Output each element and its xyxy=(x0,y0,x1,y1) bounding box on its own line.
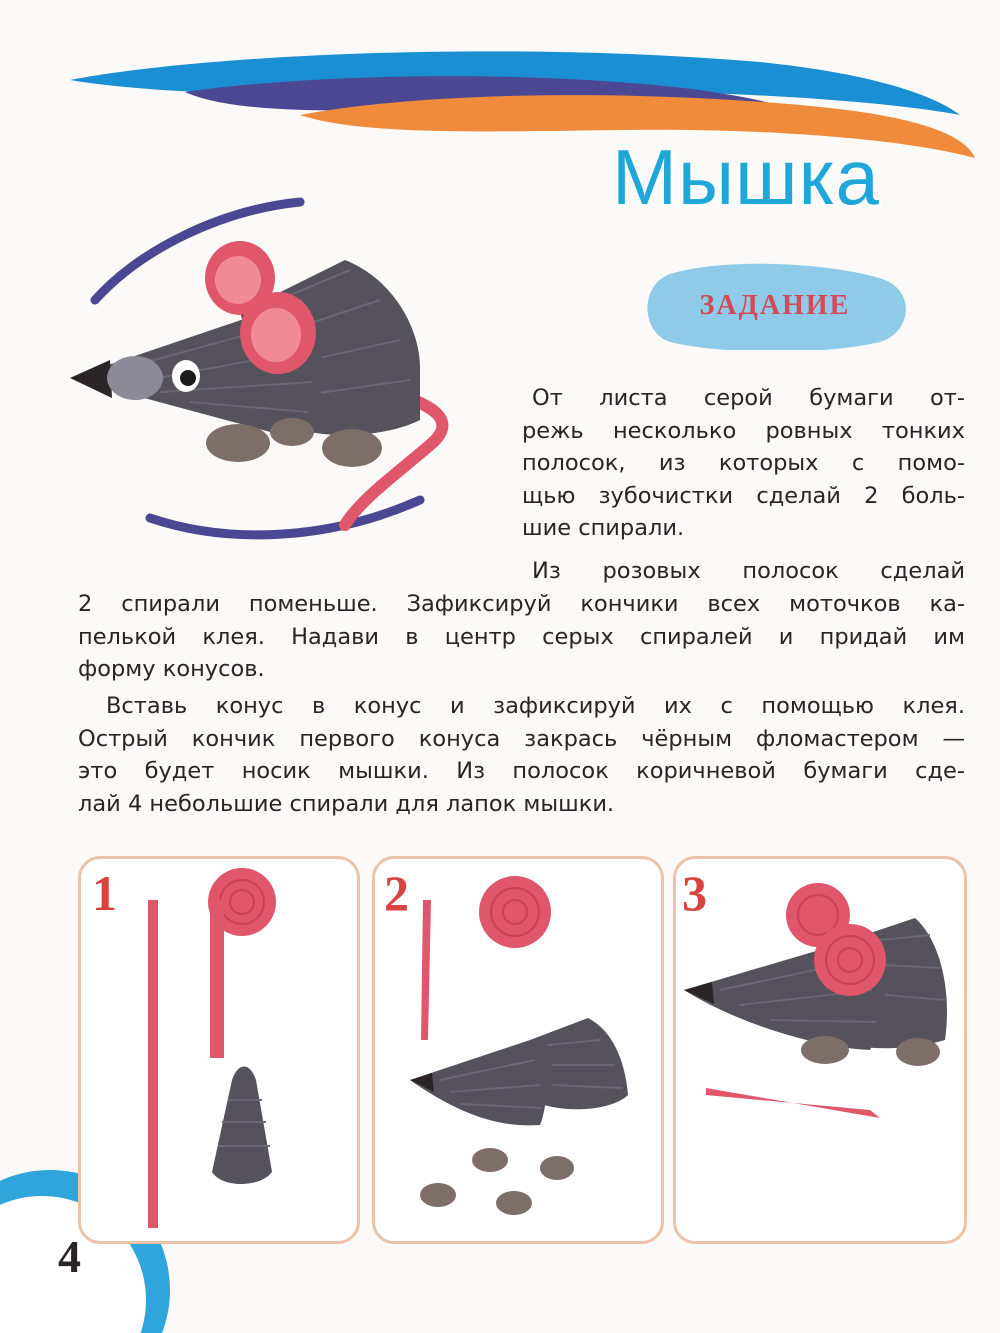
step-1-illustration xyxy=(148,868,276,1228)
paw-front xyxy=(801,1036,849,1064)
paragraph-1-line-5: шие спирали. xyxy=(522,515,685,541)
paragraph-2-line-1: Из розовых полосок сделай xyxy=(532,558,965,584)
paw-1 xyxy=(472,1148,508,1172)
paragraph-3-line-1: Вставь конус в конус и зафиксируй их с помощью клея. xyxy=(106,693,965,719)
paragraph-2-line-4: форму конусов. xyxy=(78,656,265,682)
paragraph-2-line-2: 2 спирали поменьше. Зафиксируй кончики всех моточков ка- xyxy=(78,591,965,617)
step-number-1: 1 xyxy=(92,865,117,921)
ear-front xyxy=(814,924,886,996)
paragraph-1-line-1: От листа серой бумаги от- xyxy=(532,385,965,411)
pink-paper-strip xyxy=(148,900,158,1228)
paragraph-1-line-3: полосок, из которых с помо- xyxy=(522,450,965,476)
paragraph-3-line-4: лай 4 небольшие спирали для лапок мышки. xyxy=(78,790,615,817)
step-2-illustration xyxy=(410,876,628,1215)
pink-strip-thin xyxy=(421,900,431,1040)
paragraph-3-line-2: Острый кончик первого конуса закрась чёрным фломастером — xyxy=(78,725,965,752)
pink-spiral-2 xyxy=(479,876,551,948)
paragraph-3-line-3: это будет носик мышки. Из полосок коричневой бумаги сде- xyxy=(78,758,965,784)
paw-3 xyxy=(420,1183,456,1207)
step-3-illustration xyxy=(684,883,947,1118)
gray-cone xyxy=(212,1067,272,1185)
step-number-2: 2 xyxy=(384,865,409,921)
tail-strip xyxy=(706,1088,880,1118)
page-number: 4 xyxy=(58,1231,81,1282)
paragraph-1-line-4: щью зубочистки сделай 2 боль- xyxy=(522,482,965,509)
page-title: Мышка xyxy=(612,133,880,221)
paw-back xyxy=(896,1038,940,1066)
paragraph-1-line-2: режь несколько ровных тонких xyxy=(522,417,965,444)
paw-4 xyxy=(496,1191,532,1215)
paragraph-2-line-3: пелькой клея. Надави в центр серых спиралей и придай им xyxy=(78,623,965,650)
step-number-3: 3 xyxy=(682,865,707,921)
pink-spiral-tail xyxy=(210,900,224,1058)
paw-2 xyxy=(540,1156,574,1180)
task-label: ЗАДАНИЕ xyxy=(699,290,851,321)
